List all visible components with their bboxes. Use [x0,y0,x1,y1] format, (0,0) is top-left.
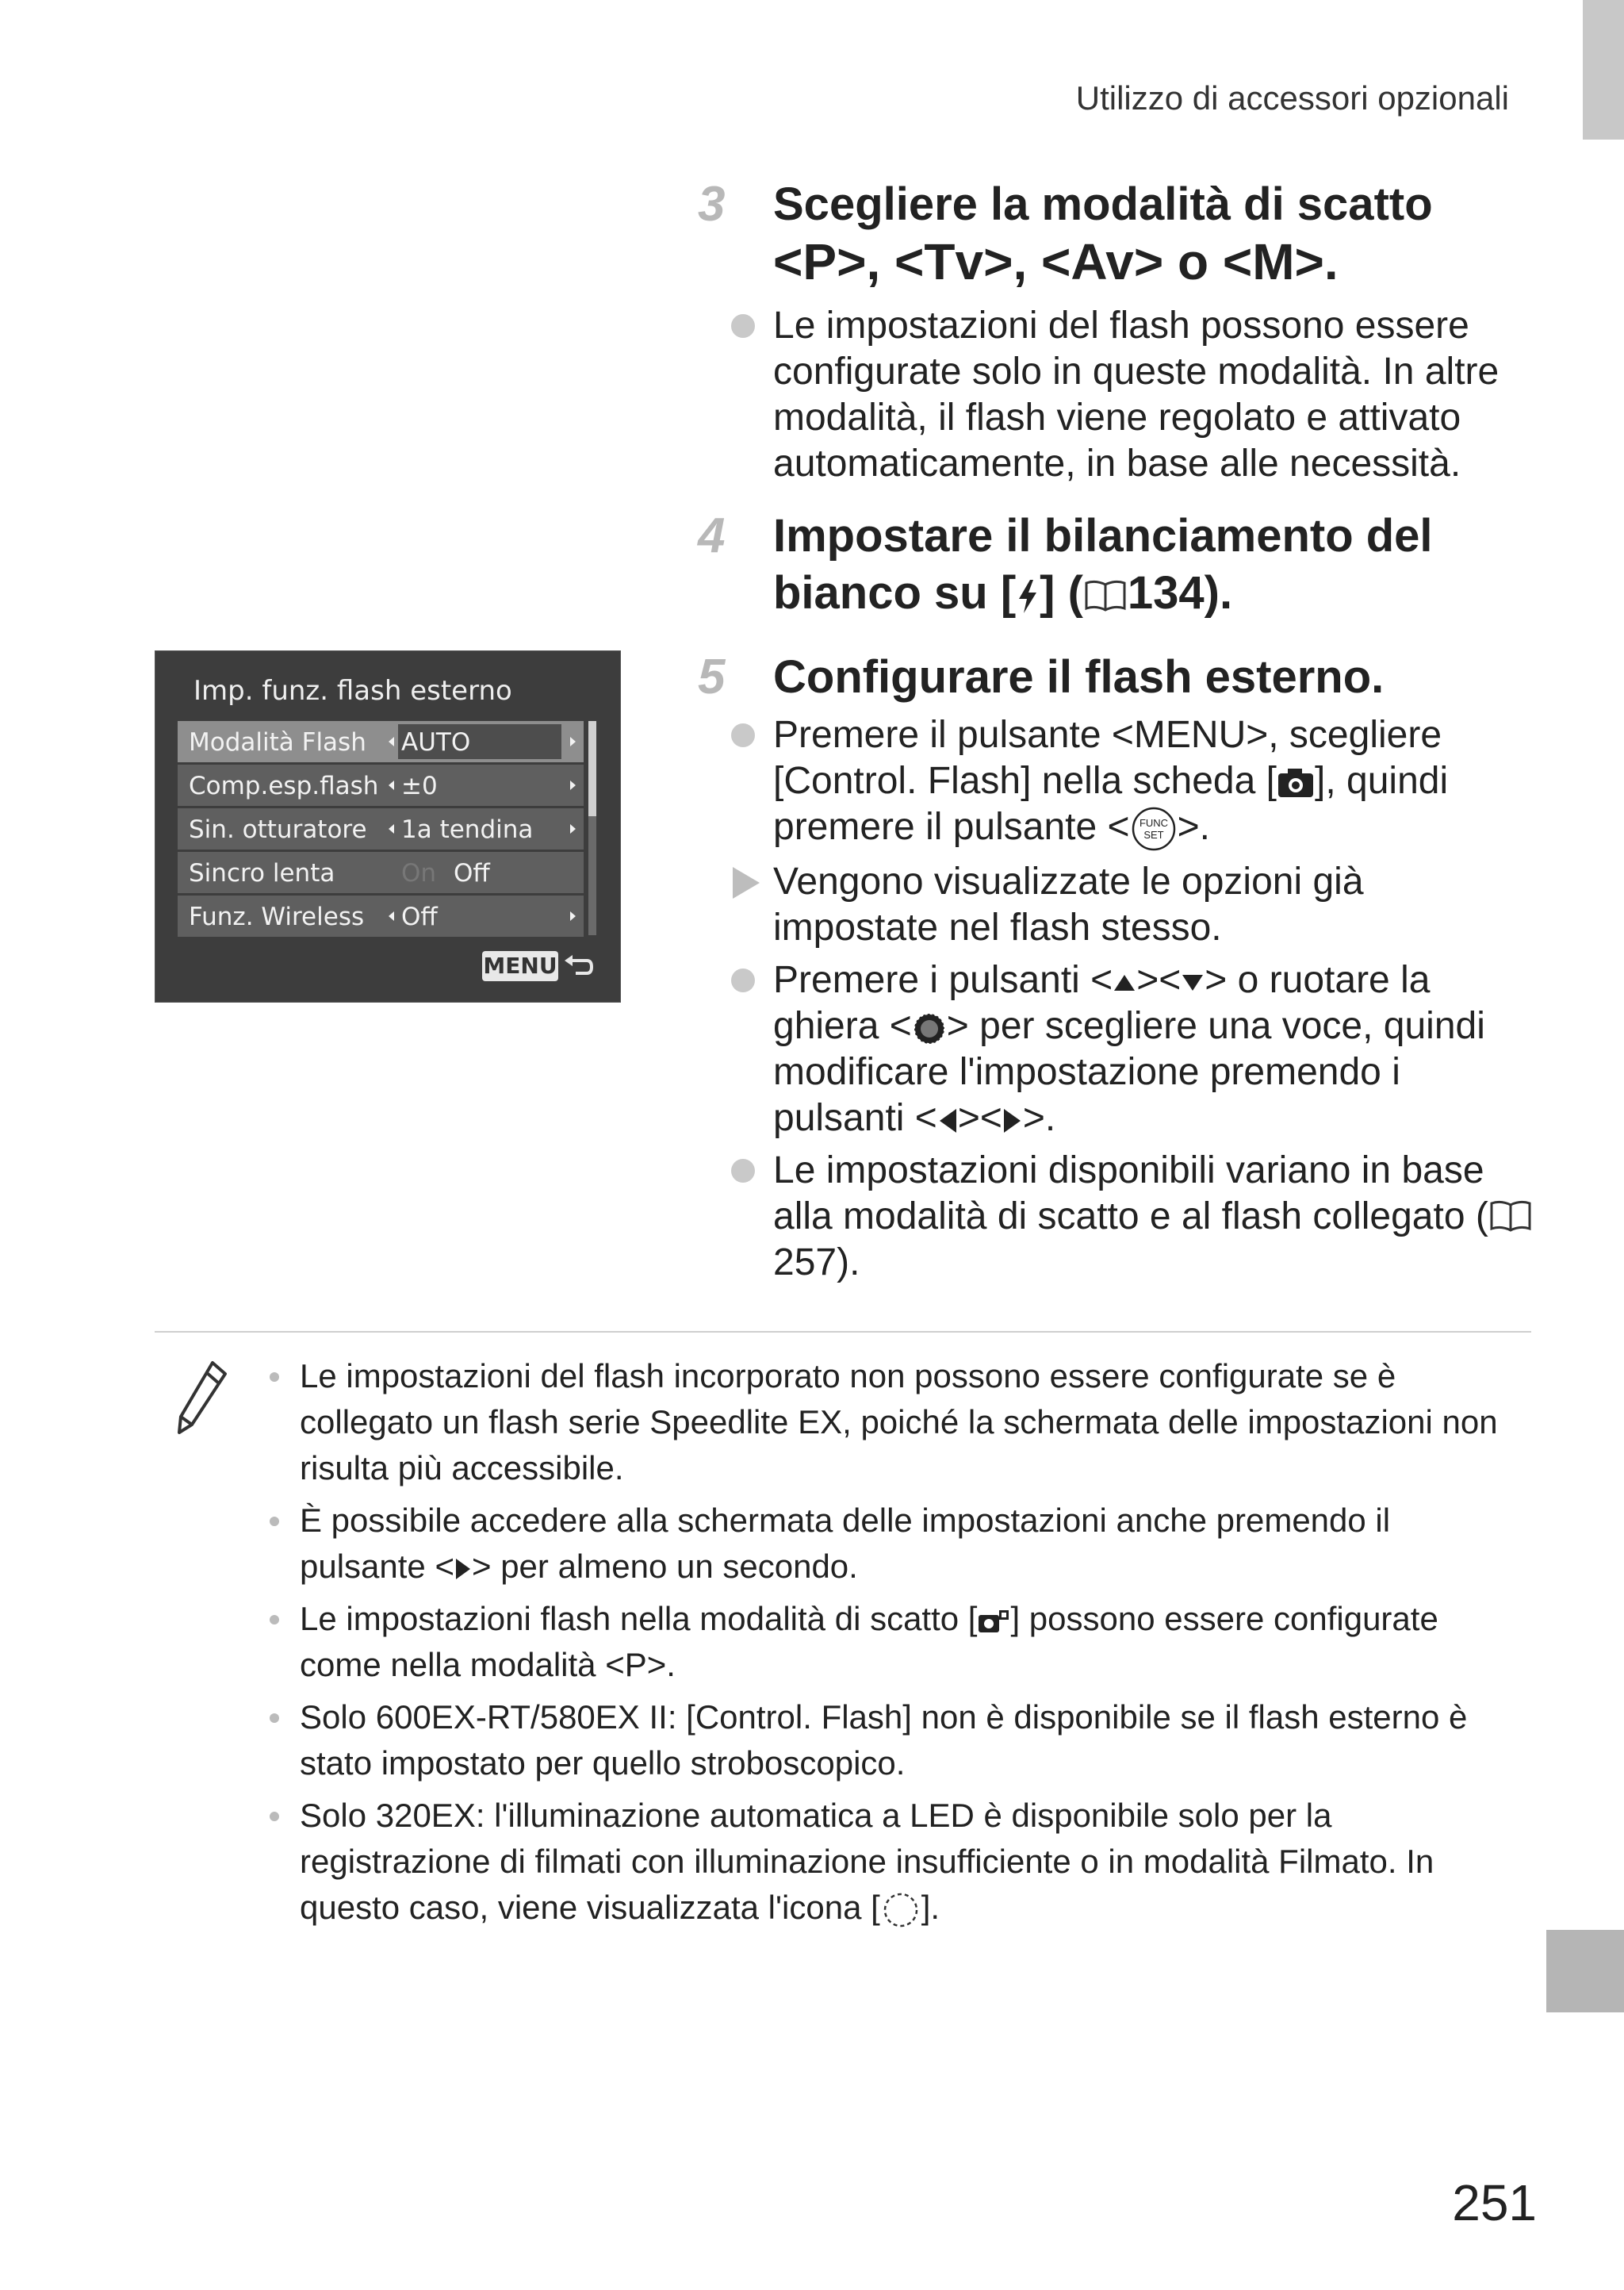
up-arrow-icon [1113,972,1136,993]
left-arrow-icon [389,911,394,921]
step-3-bullets [698,303,1538,493]
step-title: Scegliere la modalità di scatto <P>, <Tv>, <Av> o <M>. [773,178,1433,290]
svg-text:FUNC: FUNC [1139,817,1168,830]
step-title: Impostare il bilanciamento del bianco su [ ] ( 134). [773,510,1433,619]
step-number: 3 [698,177,726,232]
func-set-button-icon [1130,805,1178,853]
left-arrow-icon [389,737,394,746]
left-arrow-icon [937,1107,958,1134]
right-arrow-icon [570,824,576,834]
list-item: Solo 600EX-RT/580EX II: [Control. Flash] non è disponibile se il flash esterno è stato impostato per quello stroboscopico. [238,1694,1522,1786]
setting-row-flash-exp-comp[interactable]: Comp.esp.flash ±0 [178,765,584,806]
camera-tab-icon [1277,767,1315,799]
book-reference-icon [1488,1199,1533,1232]
bullet-dot-icon [270,1517,279,1526]
svg-text:SET: SET [1143,829,1164,842]
step-number: 4 [698,508,726,563]
setting-row-slow-sync[interactable]: Sincro lenta On Off [178,852,584,893]
list-item: Le impostazioni del flash possono essere configurate solo in queste modalità. In altre modalità, il flash viene regolato e attivato automaticamente, in base alle necessità. [698,303,1538,487]
list-item: È possibile accedere alla schermata delle impostazioni anche premendo il pulsante < > per almeno un secondo. [238,1498,1522,1590]
down-arrow-icon [1181,972,1205,993]
bullet-dot-icon [270,1713,279,1723]
menu-button[interactable]: MENU [482,951,558,981]
setting-row-shutter-sync[interactable]: Sin. otturatore 1a tendina [178,808,584,850]
page-number: 251 [1452,2174,1537,2231]
led-light-icon [880,1889,921,1931]
bullet-dot-icon [270,1615,279,1624]
bullet-dot-icon [731,969,755,992]
list-item: Premere il pulsante <MENU>, scegliere [Control. Flash] nella scheda [ ], quindi premere il pulsante < FUNC SET >. [698,712,1538,853]
step-5-bullets [698,712,1538,1292]
bullet-dot-icon [731,723,755,747]
list-item: Solo 320EX: l'illuminazione automatica a LED è disponibile solo per la registrazione di filmati con illuminazione insufficiente o in modalità Filmato. In questo caso, viene visualizzata l'icona [ ]. [238,1793,1522,1931]
screen-title: Imp. funz. flash esterno [193,675,512,707]
list-item: Vengono visualizzate le opzioni già impostate nel flash stesso. [698,859,1538,951]
bullet-dot-icon [270,1812,279,1821]
setting-row-flash-mode[interactable]: Modalità Flash AUTO [178,721,584,762]
settings-list [178,721,584,939]
right-arrow-icon [1002,1107,1023,1134]
section-divider [155,1331,1531,1333]
left-arrow-icon [389,781,394,790]
list-item: Le impostazioni disponibili variano in base alla modalità di scatto e al flash collegato (257). [698,1148,1538,1286]
list-item: Premere i pulsanti < >< > o ruotare la ghiera < > per scegliere una voce, quindi modificare l'impostazione premendo i pulsanti < >< >. [698,957,1538,1141]
step-title: Configurare il flash esterno. [773,651,1385,703]
right-arrow-icon [570,911,576,921]
setting-row-wireless[interactable]: Funz. Wireless Off [178,896,584,937]
right-arrow-icon [570,781,576,790]
side-thumb-tab [1546,1930,1624,2012]
list-item: Le impostazioni flash nella modalità di scatto [ ] possono essere configurate come nella modalità <P>. [238,1596,1522,1688]
return-icon [563,953,595,980]
top-thumb-tab [1583,0,1624,140]
right-arrow-icon [570,737,576,746]
book-reference-icon [1083,578,1128,612]
step-number: 5 [698,650,726,704]
list-item: Le impostazioni del flash incorporato non possono essere configurate se è collegato un flash serie Speedlite EX, poiché la schermata delle impostazioni non risulta più accessibile. [238,1353,1522,1491]
scrollbar-thumb[interactable] [588,721,596,816]
bullet-dot-icon [270,1372,279,1382]
scrollbar[interactable] [588,721,596,935]
camera-settings-screen [155,650,621,1003]
bullet-dot-icon [731,1159,755,1183]
left-arrow-icon [389,824,394,834]
notes-list [238,1353,1522,1937]
bullet-dot-icon [731,314,755,338]
shooting-mode-icon [977,1607,1010,1636]
result-arrow-icon [733,867,760,899]
control-dial-icon [912,1011,947,1046]
flash-icon [1016,578,1040,615]
section-header: Utilizzo di accessori opzionali [1075,79,1509,117]
right-arrow-icon [454,1557,472,1581]
pencil-icon [173,1358,230,1437]
